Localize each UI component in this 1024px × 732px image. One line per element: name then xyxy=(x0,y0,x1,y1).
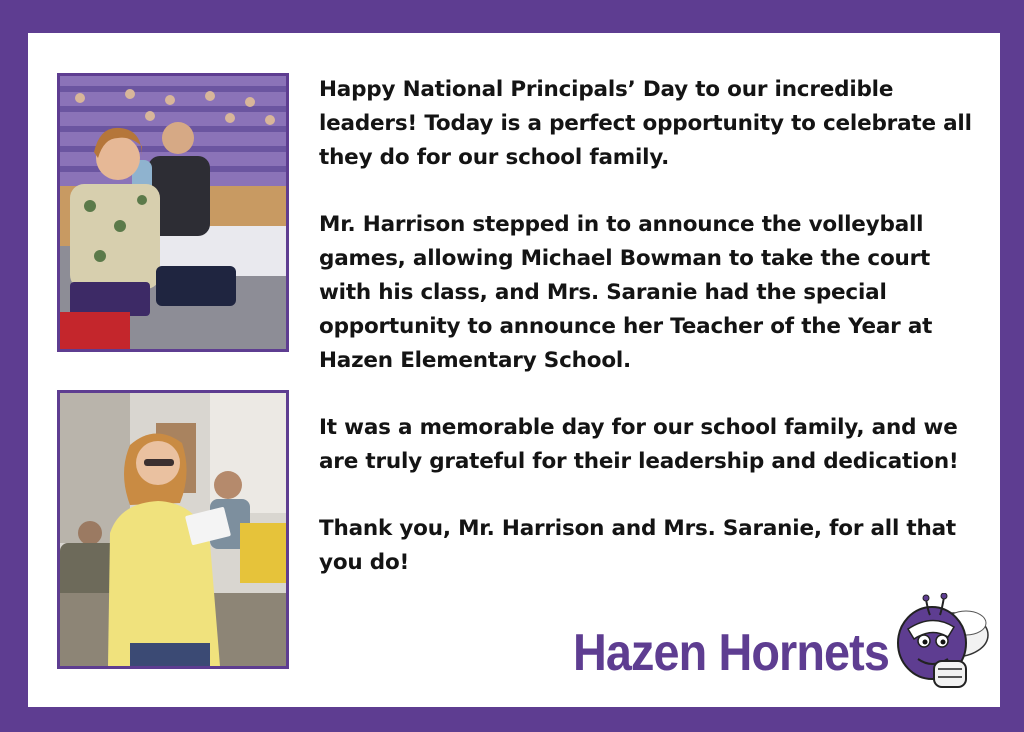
gym-announcers-image xyxy=(60,76,286,349)
teacher-announcing-photo xyxy=(57,390,289,669)
message-text xyxy=(319,73,979,613)
paragraph-gratitude: It was a memorable day for our school family, and we are truly grateful for their leadership and dedication! xyxy=(319,415,959,474)
paragraph-greeting: Happy National Principals’ Day to our incredible leaders! Today is a perfect opportunity to celebrate all they do for our school family. xyxy=(319,77,972,170)
paragraph-thanks: Thank you, Mr. Harrison and Mrs. Saranie, for all that you do! xyxy=(319,516,957,575)
hornet-mascot-icon xyxy=(888,593,992,693)
flyer-card xyxy=(28,33,1000,707)
brand-name: Hazen Hornets xyxy=(573,624,889,682)
teacher-announcing-image xyxy=(60,393,286,666)
gym-announcers-photo xyxy=(57,73,289,352)
paragraph-announcements: Mr. Harrison stepped in to announce the volleyball games, allowing Michael Bowman to take the court with his class, and Mrs. Saranie had the special opportunity to announce her Teacher of the Year at Hazen Elementary School. xyxy=(319,212,933,373)
